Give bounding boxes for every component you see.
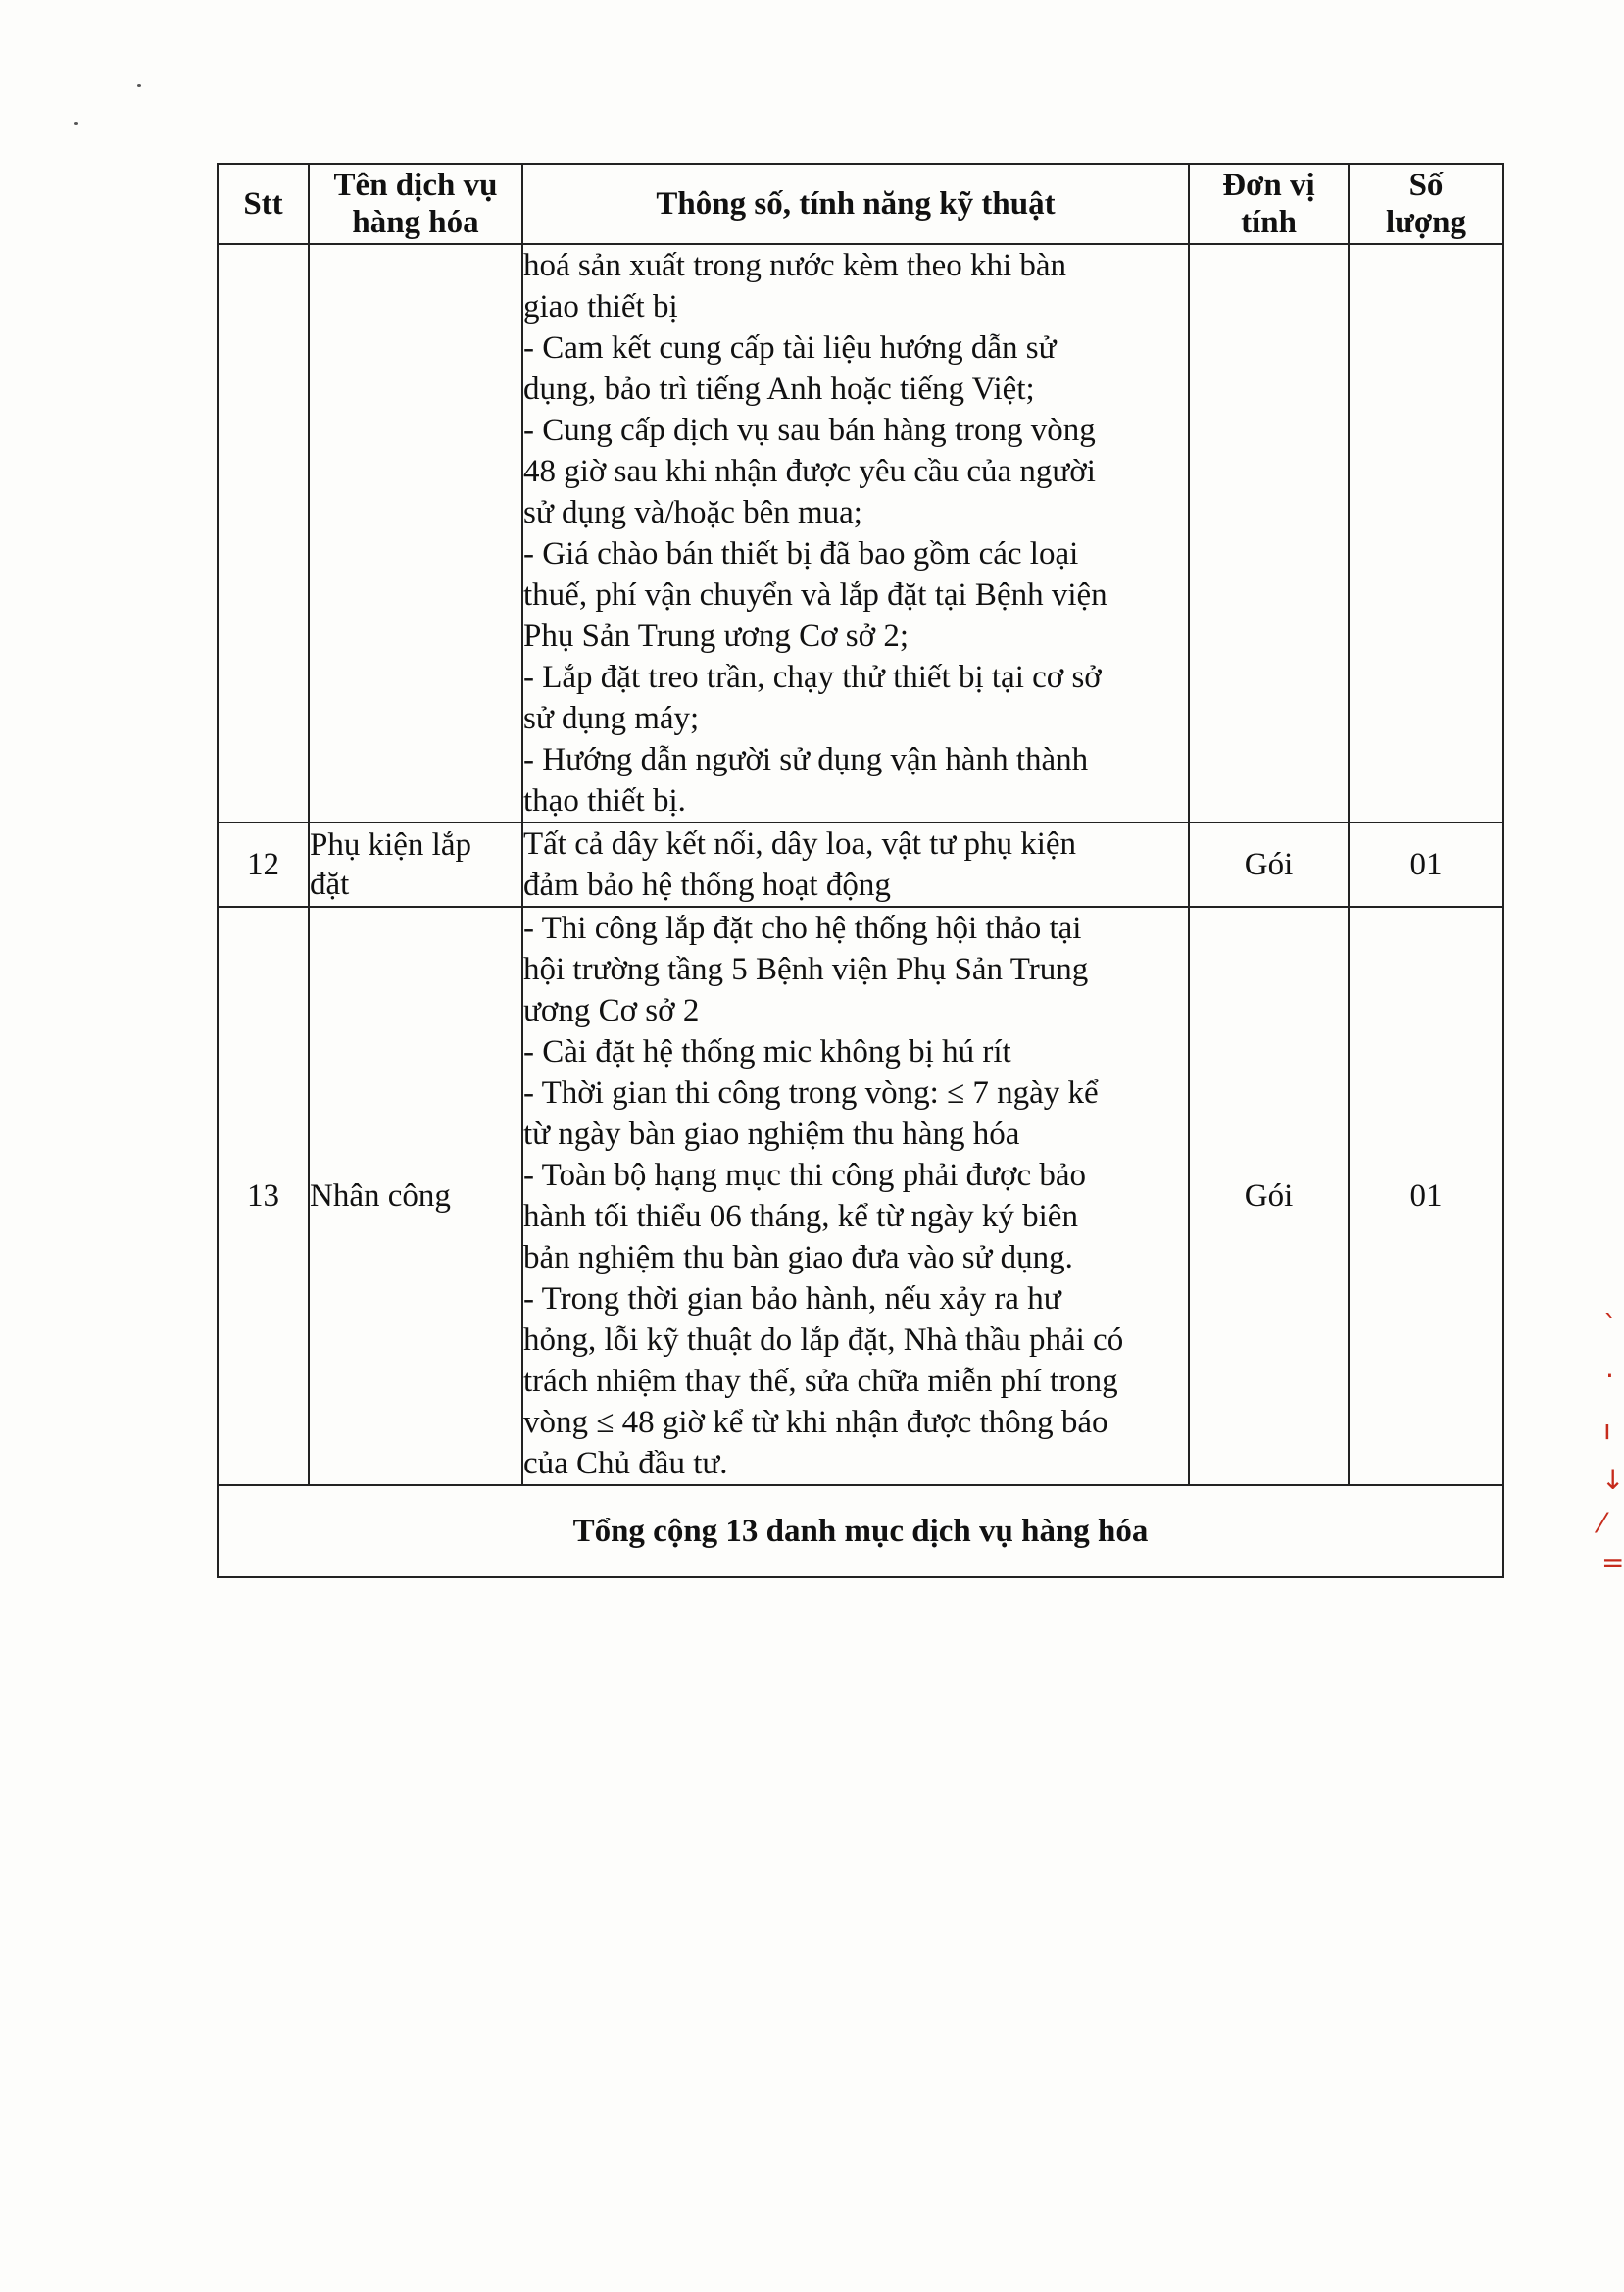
header-unit-line: Đơn vị xyxy=(1222,168,1315,203)
stamp-edge-mark: ı xyxy=(1603,1414,1611,1446)
spec-line: Tất cả dây kết nối, dây loa, vật tư phụ kiện xyxy=(523,826,1077,862)
cell-spec xyxy=(522,907,1189,1485)
spec-line: - Cam kết cung cấp tài liệu hướng dẫn sử xyxy=(523,330,1057,366)
spec-line: - Hướng dẫn người sử dụng vận hành thành xyxy=(523,742,1089,777)
spec-line: đảm bảo hệ thống hoạt động xyxy=(523,868,891,903)
spec-line: hoá sản xuất trong nước kèm theo khi bàn xyxy=(523,248,1067,283)
scan-speck xyxy=(74,122,78,125)
header-spec: Thông số, tính năng kỹ thuật xyxy=(522,164,1189,244)
header-unit xyxy=(1189,164,1349,244)
cell-qty: 01 xyxy=(1349,822,1503,907)
spec-line: Phụ Sản Trung ương Cơ sở 2; xyxy=(523,619,910,654)
cell-spec xyxy=(522,244,1189,822)
spec-line: - Toàn bộ hạng mục thi công phải được bảo xyxy=(523,1158,1087,1193)
cell-unit: Gói xyxy=(1189,822,1349,907)
cell-unit: Gói xyxy=(1189,907,1349,1485)
spec-line: - Cung cấp dịch vụ sau bán hàng trong vòng xyxy=(523,413,1096,448)
table-row-continued xyxy=(218,244,1503,822)
header-stt: Stt xyxy=(218,164,309,244)
header-name-line: hàng hóa xyxy=(352,205,479,240)
total-label: Tổng cộng 13 danh mục dịch vụ hàng hóa xyxy=(218,1485,1503,1577)
spec-line: trách nhiệm thay thế, sửa chữa miễn phí trong xyxy=(523,1364,1118,1399)
cell-name xyxy=(309,822,522,907)
table-row xyxy=(218,822,1503,907)
stamp-edge-mark: = xyxy=(1601,1546,1624,1578)
spec-line: từ ngày bàn giao nghiệm thu hàng hóa xyxy=(523,1117,1020,1152)
spec-line: thuế, phí vận chuyển và lắp đặt tại Bệnh viện xyxy=(523,577,1107,613)
header-unit-line: tính xyxy=(1241,205,1297,240)
spec-line: ương Cơ sở 2 xyxy=(523,993,700,1028)
cell-qty xyxy=(1349,244,1503,822)
stamp-edge-mark: ⁄ xyxy=(1599,1507,1604,1539)
spec-line: dụng, bảo trì tiếng Anh hoặc tiếng Việt; xyxy=(523,372,1035,407)
spec-line: - Lắp đặt treo trần, chạy thử thiết bị tại cơ sở xyxy=(523,660,1102,695)
spec-line: hành tối thiểu 06 tháng, kể từ ngày ký biên xyxy=(523,1199,1078,1234)
spec-line: thạo thiết bị. xyxy=(523,783,686,819)
scan-speck xyxy=(137,84,141,87)
cell-stt xyxy=(218,244,309,822)
total-row xyxy=(218,1485,1503,1577)
spec-line: sử dụng máy; xyxy=(523,701,700,736)
spec-line: của Chủ đầu tư. xyxy=(523,1446,728,1481)
cell-name-line: đặt xyxy=(310,867,350,902)
cell-stt: 13 xyxy=(218,907,309,1485)
header-name xyxy=(309,164,522,244)
stamp-edge-mark: · xyxy=(1605,1360,1614,1392)
header-row xyxy=(218,164,1503,244)
spec-line: - Thời gian thi công trong vòng: ≤ 7 ngày kể xyxy=(523,1075,1099,1111)
header-qty-line: lượng xyxy=(1385,205,1467,240)
spec-line: 48 giờ sau khi nhận được yêu cầu của người xyxy=(523,454,1096,489)
stamp-edge-mark: ˋ xyxy=(1603,1309,1617,1341)
spec-line: sử dụng và/hoặc bên mua; xyxy=(523,495,862,530)
header-name-line: Tên dịch vụ xyxy=(333,168,498,203)
spec-line: hỏng, lỗi kỹ thuật do lắp đặt, Nhà thầu phải có xyxy=(523,1322,1124,1358)
spec-line: hội trường tầng 5 Bệnh viện Phụ Sản Trung xyxy=(523,952,1089,987)
spec-line: - Trong thời gian bảo hành, nếu xảy ra hư xyxy=(523,1281,1061,1317)
spec-table xyxy=(217,163,1504,1578)
spec-line: bản nghiệm thu bàn giao đưa vào sử dụng. xyxy=(523,1240,1073,1275)
stamp-edge-mark: ↓ xyxy=(1601,1464,1624,1496)
header-qty-line: Số xyxy=(1408,168,1444,203)
cell-name: Nhân công xyxy=(309,907,522,1485)
spec-line: - Thi công lắp đặt cho hệ thống hội thảo tại xyxy=(523,911,1082,946)
spec-line: giao thiết bị xyxy=(523,289,678,324)
cell-stt: 12 xyxy=(218,822,309,907)
cell-unit xyxy=(1189,244,1349,822)
cell-name xyxy=(309,244,522,822)
spec-line: - Cài đặt hệ thống mic không bị hú rít xyxy=(523,1034,1011,1070)
spec-line: vòng ≤ 48 giờ kể từ khi nhận được thông báo xyxy=(523,1405,1108,1440)
header-qty xyxy=(1349,164,1503,244)
cell-name-line: Phụ kiện lắp xyxy=(310,827,471,863)
cell-qty: 01 xyxy=(1349,907,1503,1485)
spec-line: - Giá chào bán thiết bị đã bao gồm các loại xyxy=(523,536,1079,572)
table-row xyxy=(218,907,1503,1485)
cell-spec xyxy=(522,822,1189,907)
